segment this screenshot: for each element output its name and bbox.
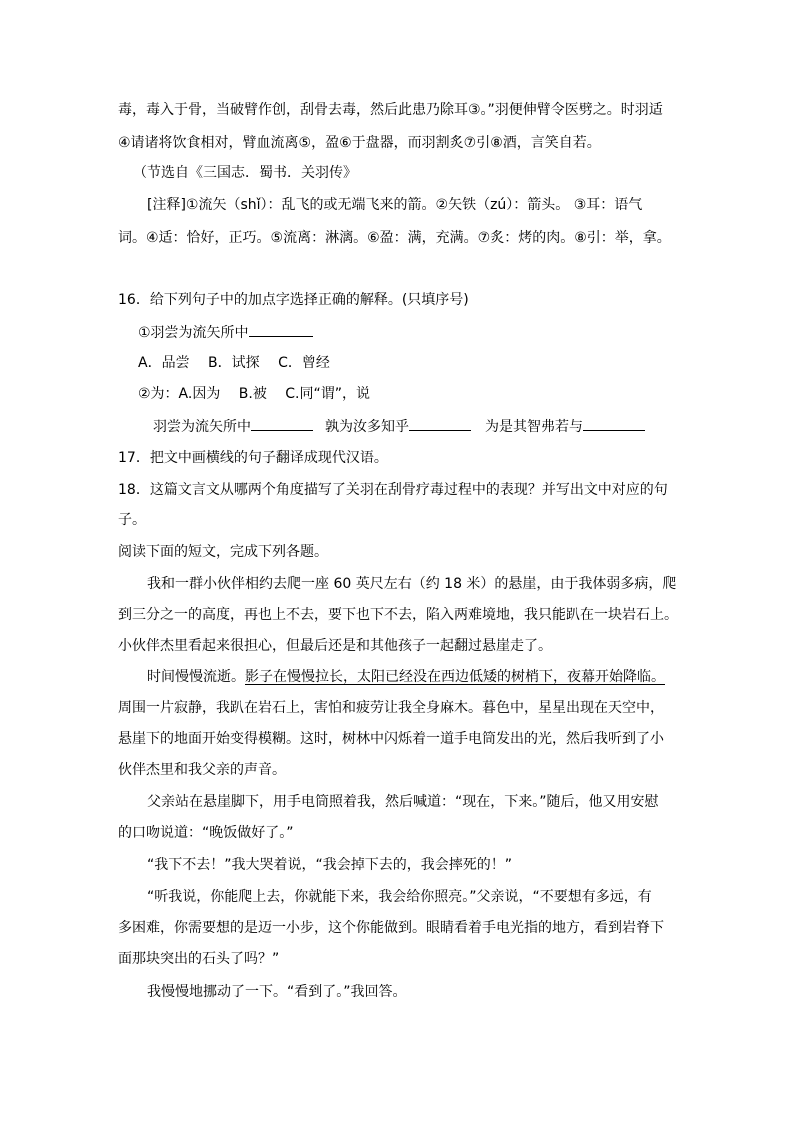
passage2-p5-line2: 多困难，你需要想的是迈一小步，这个你能做到。眼睛看着手电光指的地方，看到岩脊下 bbox=[118, 920, 664, 936]
passage2-p3-line2: 的口吻说道：“晚饭做好了。” bbox=[118, 825, 294, 841]
answer-blank-16-1[interactable] bbox=[249, 322, 313, 337]
passage2-p5-line3: 面那块突出的石头了吗？” bbox=[118, 951, 280, 967]
sentence-3: 为是其智弗若与 bbox=[485, 419, 583, 435]
passage2-p1-line3: 小伙伴杰里看起来很担心，但最后还是和其他孩子一起翻过悬崖走了。 bbox=[118, 638, 552, 654]
passage1-notes-line2: 词。④适：恰好，正巧。⑤流离：淋漓。⑥盈：满，充满。⑦炙：烤的肉。⑧引：举，拿。 bbox=[118, 230, 671, 246]
question-16-sub1-options: A．品尝 B．试探 C．曾经 bbox=[138, 355, 330, 371]
question-18-line2: 子。 bbox=[118, 512, 146, 528]
question-17: 17．把文中画横线的句子翻译成现代汉语。 bbox=[118, 450, 388, 466]
question-16-stem: 16．给下列句子中的加点字选择正确的解释。(只填序号) bbox=[118, 292, 469, 308]
passage2-intro: 阅读下面的短文，完成下列各题。 bbox=[118, 544, 328, 560]
sentence-2: 孰为汝多知乎 bbox=[325, 419, 409, 435]
passage2-p2-line3: 悬崖下的地面开始变得模糊。这时，树林中闪烁着一道手电筒发出的光，然后我听到了小 bbox=[118, 731, 664, 747]
question-16-sub1-text: ①羽尝为流矢所中 bbox=[138, 325, 249, 341]
passage2-p4: “我下不去！”我大哭着说，“我会掉下去的，我会摔死的！” bbox=[147, 857, 513, 873]
answer-blank-16-2c[interactable] bbox=[583, 416, 645, 431]
passage2-p1-line1: 我和一群小伙伴相约去爬一座 60 英尺左右（约 18 米）的悬崖，由于我体弱多病，爬 bbox=[147, 576, 677, 592]
passage2-p2-line1 bbox=[147, 667, 665, 687]
passage2-p2-start: 时间慢慢流逝。 bbox=[147, 669, 245, 685]
passage2-p1-line2: 到三分之一的高度，再也上不去，要下也下不去，陷入两难境地，我只能趴在一块岩石上。 bbox=[118, 607, 678, 623]
passage1-notes-line1: [注释]①流矢（shǐ）：乱飞的或无端飞来的箭。②矢铁（zú）：箭头。 ③耳：语气 bbox=[147, 197, 643, 213]
question-18-line1: 18．这篇文言文从哪两个角度描写了关羽在刮骨疗毒过程中的表现？并写出文中对应的句 bbox=[118, 482, 668, 498]
answer-blank-16-2a[interactable] bbox=[251, 416, 313, 431]
answer-blank-16-2b[interactable] bbox=[409, 416, 471, 431]
passage2-p3-line1: 父亲站在悬崖脚下，用手电筒照着我，然后喊道：“现在，下来。”随后，他又用安慰 bbox=[147, 794, 659, 810]
passage1-line1: 毒，毒入于骨，当破臂作创，刮骨去毒，然后此患乃除耳③。”羽便伸臂令医劈之。时羽适 bbox=[118, 102, 663, 118]
question-16-sub1 bbox=[138, 322, 313, 342]
question-16-sub2: ②为：A.因为 B.被 C.同“谓”，说 bbox=[138, 386, 371, 402]
passage1-line2: ④请诸将饮食相对，臂血流离⑤，盈⑥于盘器，而羽割炙⑦引⑧酒，言笑自若。 bbox=[118, 135, 601, 151]
passage2-p5-line1: “听我说，你能爬上去，你就能下来，我会给你照亮。”父亲说，“不要想有多远，有 bbox=[147, 889, 652, 905]
passage2-p2-line4: 伙伴杰里和我父亲的声音。 bbox=[118, 762, 286, 778]
passage2-p2-line2: 周围一片寂静，我趴在岩石上，害怕和疲劳让我全身麻木。暮色中，星星出现在天空中， bbox=[118, 700, 664, 716]
underlined-sentence: 影子在慢慢拉长，太阳已经没在西边低矮的树梢下，夜幕开始降临。 bbox=[245, 669, 665, 685]
question-16-sub2-sentences bbox=[153, 416, 645, 436]
sentence-1: 羽尝为流矢所中 bbox=[153, 419, 251, 435]
passage1-source: （节选自《三国志．蜀书．关羽传》 bbox=[133, 165, 357, 181]
passage2-p6: 我慢慢地挪动了一下。“看到了。”我回答。 bbox=[147, 984, 407, 1000]
